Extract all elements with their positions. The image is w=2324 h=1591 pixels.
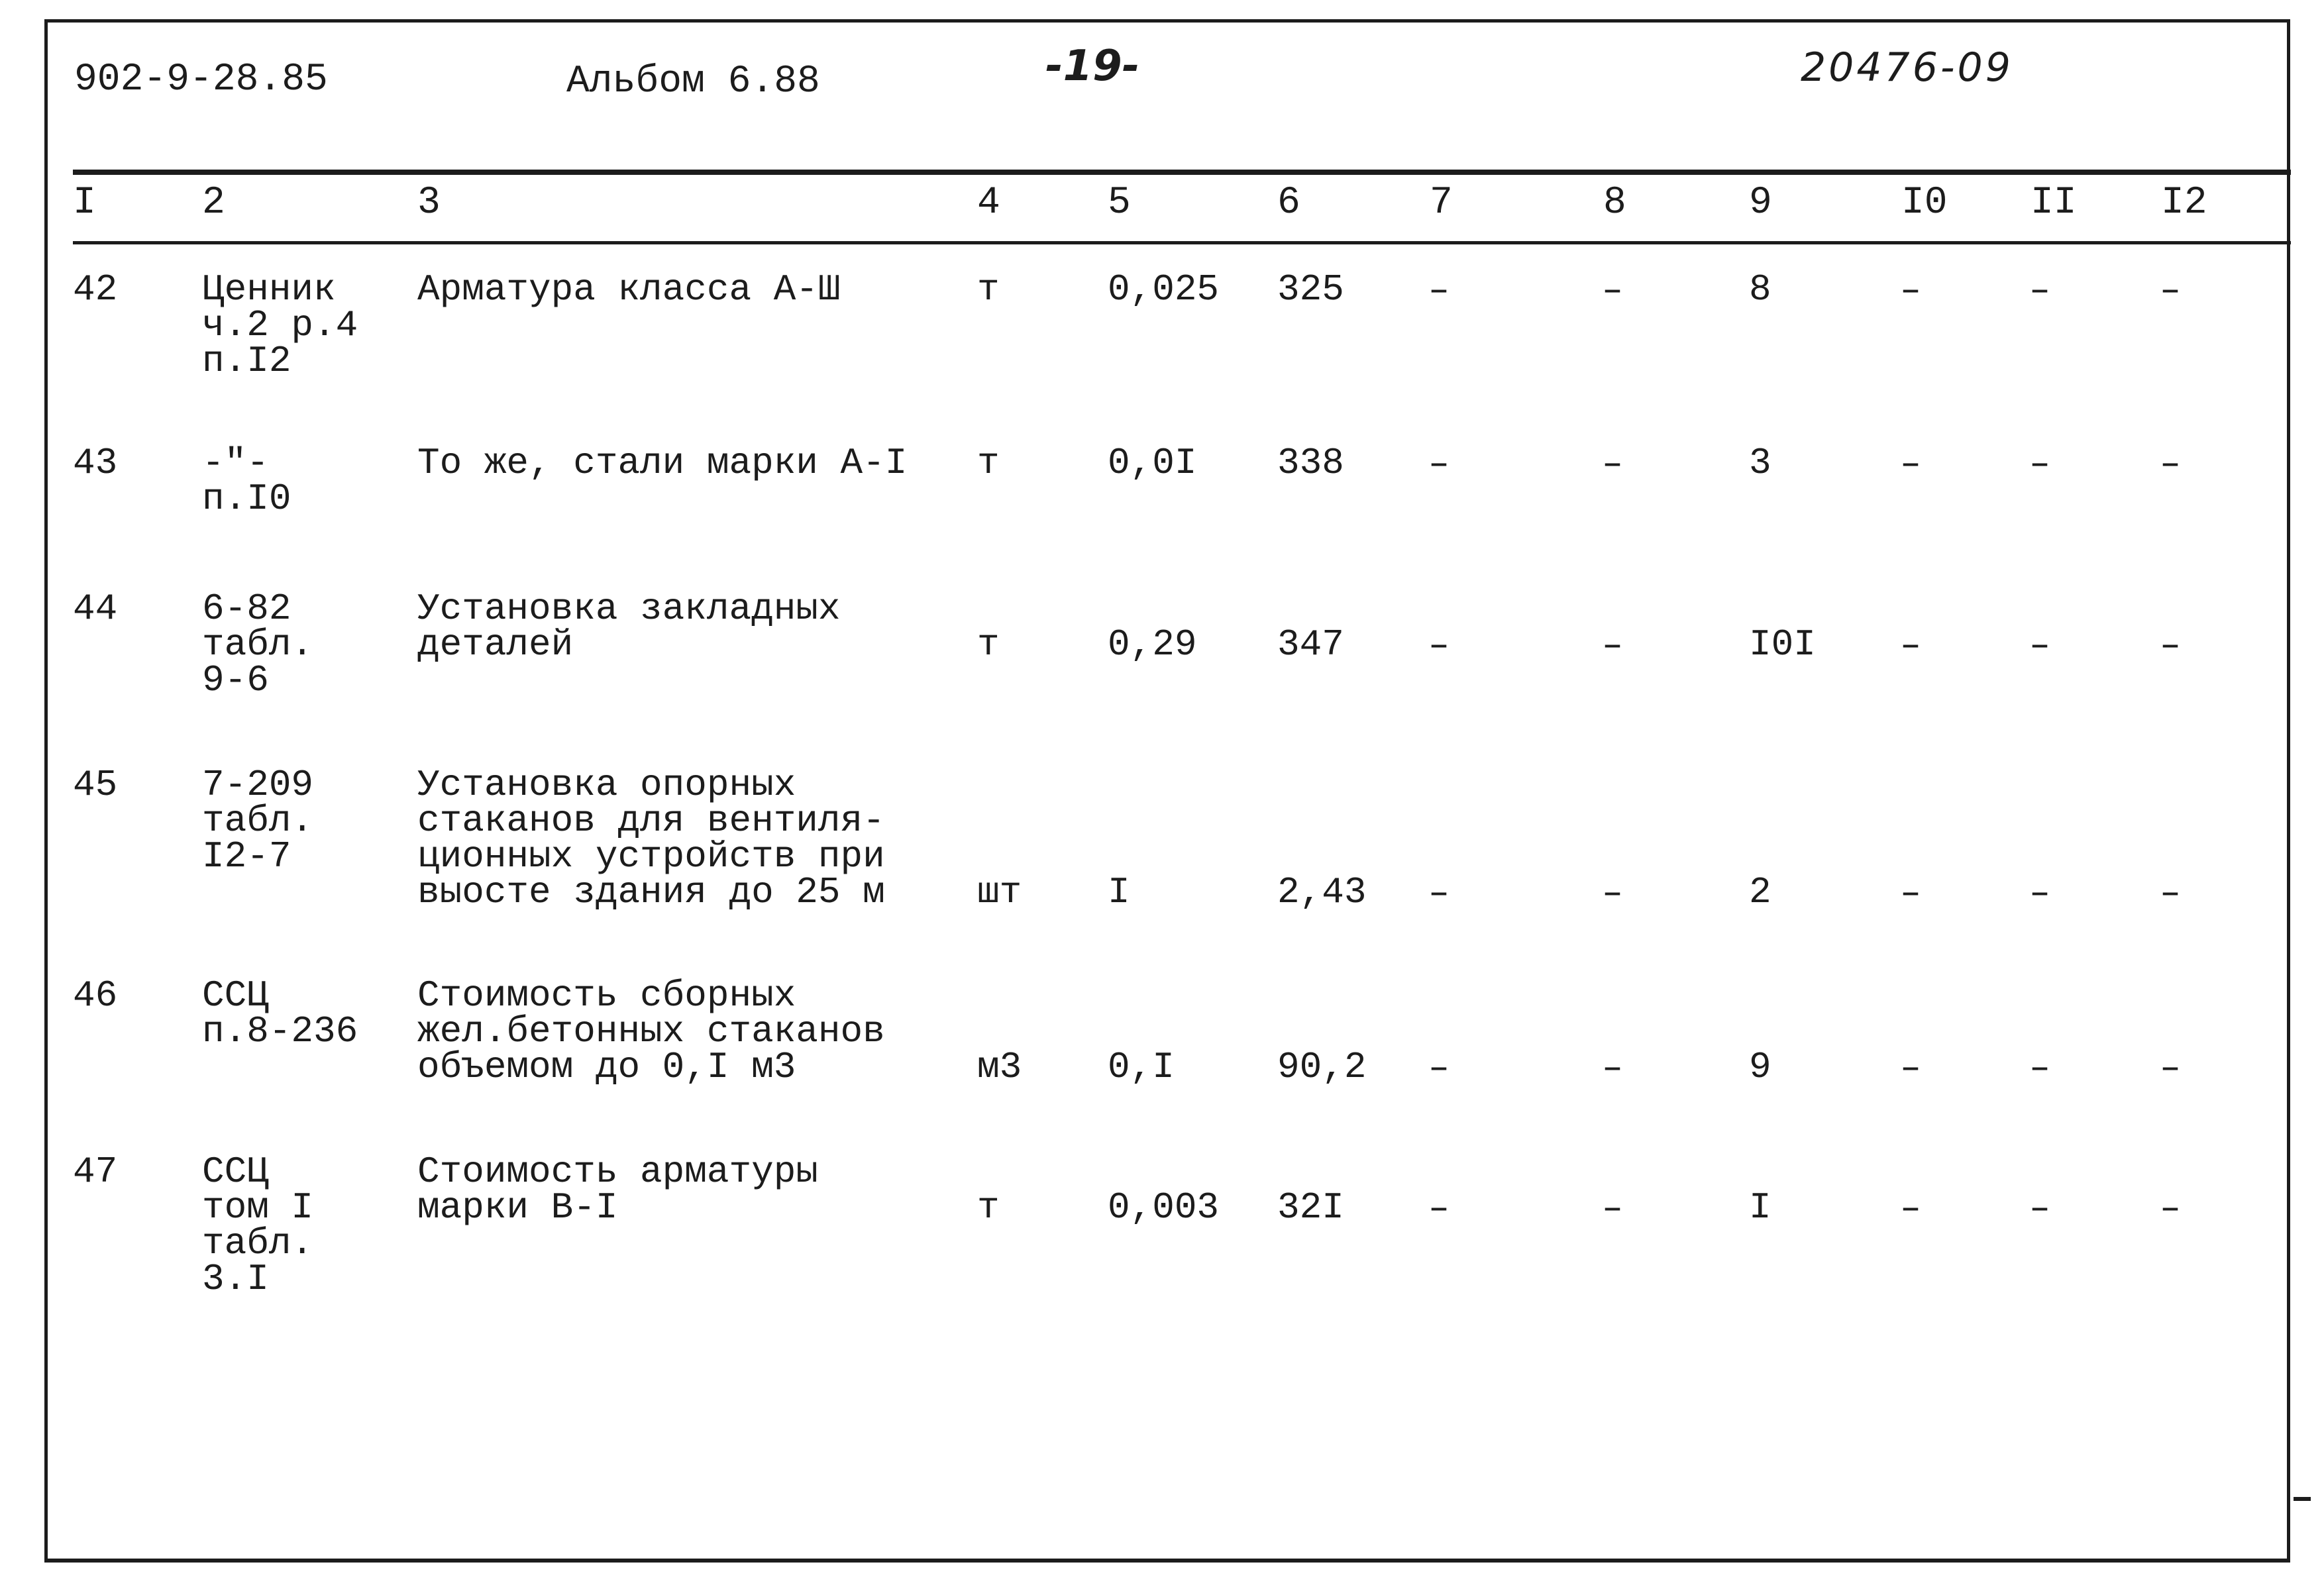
column-10-value: – [1901,268,1920,311]
column-9-value: 2 [1749,871,1771,913]
source-reference-line: Ценник [202,268,336,311]
row-number: 45 [73,764,118,806]
column-10-value: – [1901,1045,1920,1088]
column-7-value: – [1430,1045,1448,1088]
column-11-value: – [2031,623,2049,666]
column-8-value: – [1603,870,1622,913]
column-7-value: – [1430,441,1448,484]
work-description-line: выосте здания до 25 м [417,871,885,913]
column-header-2: 2 [202,181,225,225]
column-7-value: – [1430,268,1448,311]
source-reference-line: табл. [202,1222,314,1264]
column-11-value: – [2031,1186,2049,1229]
work-description-line: То же, стали марки А-I [417,442,908,484]
column-11-value: – [2031,441,2049,484]
unit-of-measure: т [977,442,1000,484]
unit-of-measure: т [977,268,1000,311]
row-number: 46 [73,974,118,1017]
quantity: 0,0I [1108,442,1197,484]
column-header-9: 9 [1749,181,1772,225]
unit-of-measure: м3 [977,1046,1022,1088]
source-reference-line: I2-7 [202,835,291,878]
column-8-value: – [1603,623,1622,666]
work-description-line: Стоимость арматуры [417,1151,818,1193]
unit-of-measure: т [977,623,1000,666]
unit-of-measure: т [977,1186,1000,1229]
header-rule [73,241,2291,244]
source-reference-line: -"- [202,442,269,484]
work-description-line: марки В-I [417,1186,618,1229]
source-reference-line: п.I0 [202,478,291,520]
column-10-value: – [1901,1186,1920,1229]
column-header-10: I0 [1901,181,1948,225]
column-9-value: 9 [1749,1046,1771,1088]
sheet-code: 20476-09 [1801,44,2013,91]
unit-price: 2,43 [1277,871,1367,913]
column-7-value: – [1430,1186,1448,1229]
column-header-4: 4 [977,181,1000,225]
work-description-line: объемом до 0,I м3 [417,1046,796,1088]
column-12-value: – [2161,268,2180,311]
column-9-value: 3 [1749,442,1771,484]
top-rule [73,170,2291,175]
unit-price: 325 [1277,268,1344,311]
work-description-line: Арматура класса А-Ш [417,268,841,311]
row-number: 43 [73,442,118,484]
column-12-value: – [2161,623,2180,666]
unit-price: 90,2 [1277,1046,1367,1088]
column-7-value: – [1430,623,1448,666]
row-number: 42 [73,268,118,311]
column-11-value: – [2031,870,2049,913]
source-reference-line: 3.I [202,1258,269,1300]
column-12-value: – [2161,870,2180,913]
column-header-7: 7 [1430,181,1453,225]
column-9-value: I [1749,1186,1771,1229]
column-8-value: – [1603,1045,1622,1088]
unit-price: 32I [1277,1186,1344,1229]
column-8-value: – [1603,1186,1622,1229]
source-reference-line: том I [202,1186,314,1229]
column-header-11: II [2031,181,2077,225]
column-9-value: I0I [1749,623,1816,666]
source-reference-line: 7-209 [202,764,314,806]
album-label: Альбом 6.88 [566,60,820,103]
column-header-5: 5 [1108,181,1131,225]
column-11-value: – [2031,1045,2049,1088]
edge-tick-mark [2294,1497,2311,1501]
work-description-line: Установка опорных [417,764,796,806]
source-reference-line: ч.2 р.4 [202,304,358,346]
source-reference-line: табл. [202,623,314,666]
work-description-line: стаканов для вентиля- [417,799,885,842]
column-12-value: – [2161,441,2180,484]
column-8-value: – [1603,268,1622,311]
work-description-line: жел.бетонных стаканов [417,1010,885,1052]
work-description-line: Установка закладных [417,588,841,630]
source-reference-line: п.I2 [202,340,291,382]
work-description-line: ционных устройств при [417,835,885,878]
unit-price: 347 [1277,623,1344,666]
column-12-value: – [2161,1186,2180,1229]
column-header-8: 8 [1603,181,1626,225]
column-10-value: – [1901,870,1920,913]
column-header-6: 6 [1277,181,1300,225]
column-7-value: – [1430,870,1448,913]
quantity: 0,29 [1108,623,1197,666]
column-10-value: – [1901,623,1920,666]
column-10-value: – [1901,441,1920,484]
source-reference-line: 9-6 [202,659,269,701]
column-8-value: – [1603,441,1622,484]
row-number: 47 [73,1151,118,1193]
work-description-line: Стоимость сборных [417,974,796,1017]
column-9-value: 8 [1749,268,1771,311]
column-12-value: – [2161,1045,2180,1088]
quantity: I [1108,871,1130,913]
source-reference-line: ССЦ [202,1151,269,1193]
page-frame [44,19,2290,1563]
quantity: 0,003 [1108,1186,1220,1229]
unit-price: 338 [1277,442,1344,484]
doc-code: 902-9-28.85 [74,58,328,101]
unit-of-measure: шт [977,871,1022,913]
page-number: -19- [1045,42,1140,91]
column-11-value: – [2031,268,2049,311]
column-header-12: I2 [2161,181,2207,225]
column-header-1: I [73,181,96,225]
quantity: 0,025 [1108,268,1220,311]
source-reference-line: табл. [202,799,314,842]
column-header-3: 3 [417,181,441,225]
quantity: 0,I [1108,1046,1175,1088]
work-description-line: деталей [417,623,574,666]
source-reference-line: ССЦ [202,974,269,1017]
source-reference-line: п.8-236 [202,1010,358,1052]
source-reference-line: 6-82 [202,588,291,630]
row-number: 44 [73,588,118,630]
